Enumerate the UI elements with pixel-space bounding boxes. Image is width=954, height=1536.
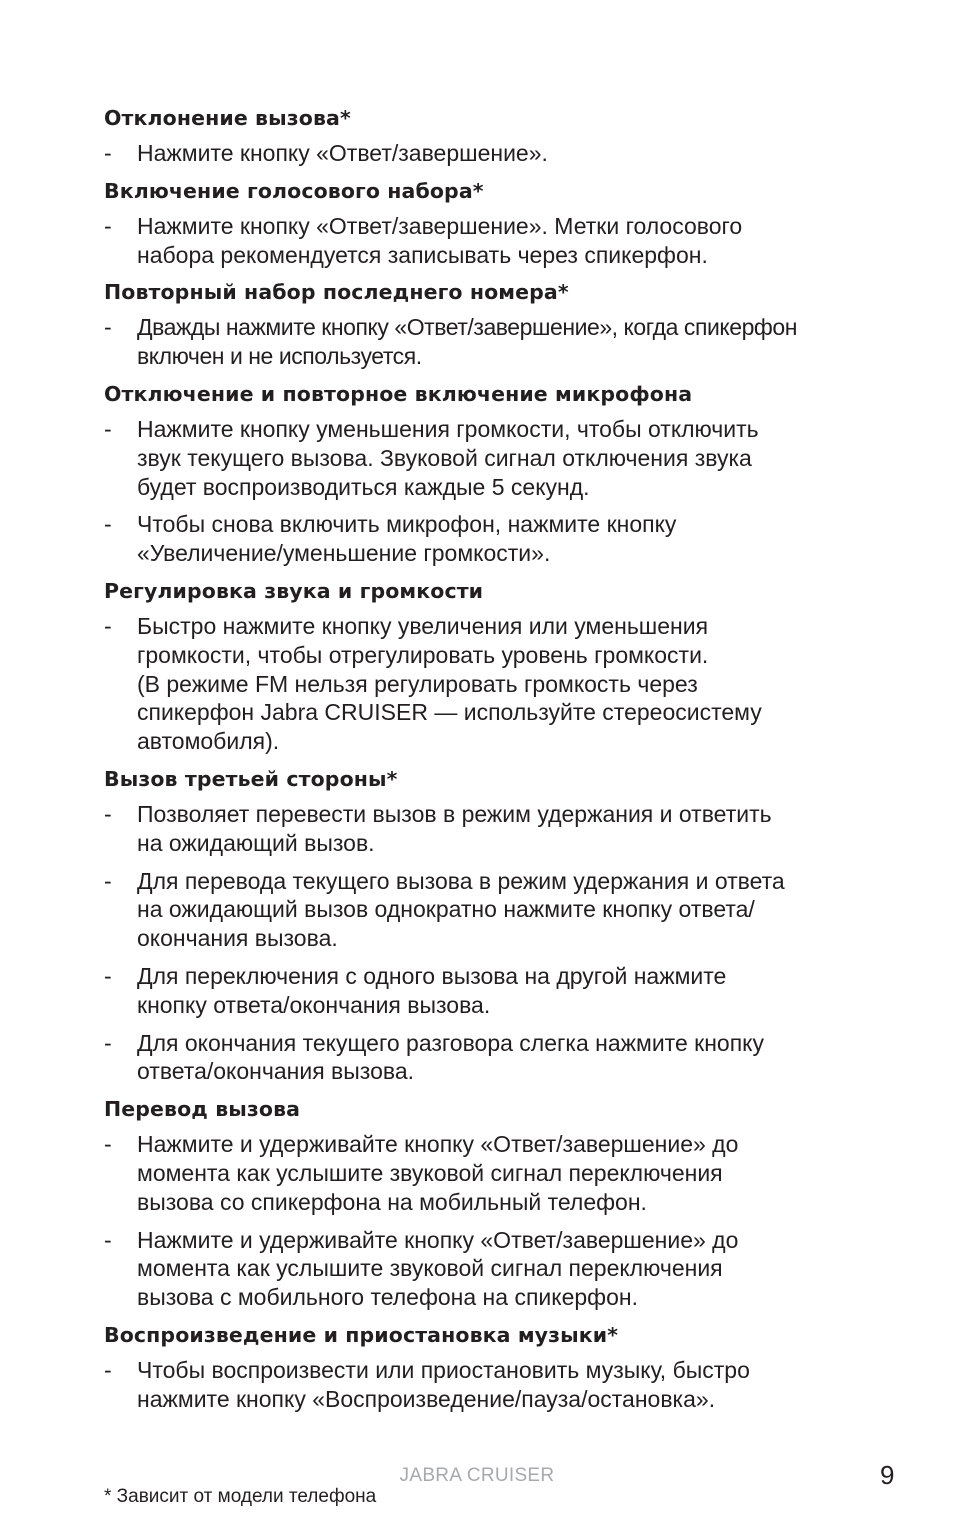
list-item [104, 212, 864, 270]
item-text-line: Для окончания текущего разговора слегка нажмите кнопку [137, 1029, 764, 1056]
item-text-line: ответа/окончания вызова. [137, 1058, 415, 1085]
item-text-line: спикерфон Jabra CRUISER — используйте стереосистему [137, 699, 762, 726]
section-title: Отключение и повторное включение микрофона [104, 381, 693, 406]
list-item [104, 1356, 864, 1414]
list-item [104, 612, 864, 756]
list-item [104, 1226, 864, 1312]
item-text-line: момента как услышите звуковой сигнал переключения [137, 1255, 723, 1282]
item-text-line: Нажмите и удерживайте кнопку «Ответ/завершение» до [137, 1131, 739, 1158]
bullet-dash: - [104, 212, 112, 239]
item-text-line: Нажмите кнопку «Ответ/завершение». [137, 140, 548, 166]
section-item-list [104, 1356, 864, 1414]
section-item-list [104, 612, 864, 756]
item-text-line: Нажмите и удерживайте кнопку «Ответ/завершение» до [137, 1226, 739, 1253]
item-text-line: Быстро нажмите кнопку увеличения или уменьшения [137, 612, 709, 639]
section-item-list [104, 800, 864, 1086]
bullet-dash: - [104, 140, 112, 166]
bullet-dash: - [104, 1029, 112, 1056]
item-text-line: Для переключения с одного вызова на другой нажмите [137, 962, 727, 989]
section-title: Воспроизведение и приостановка музыки* [104, 1322, 619, 1347]
item-text-line: Чтобы воспроизвести или приостановить музыку, быстро [137, 1356, 750, 1383]
item-text-line: на ожидающий вызов однократно нажмите кнопку ответа/ [137, 896, 755, 923]
bullet-dash: - [104, 800, 112, 827]
bullet-dash: - [104, 962, 112, 989]
bullet-dash: - [104, 511, 112, 538]
item-text-line: (В режиме FM нельзя регулировать громкость через [137, 670, 698, 697]
list-item [104, 313, 864, 371]
bullet-dash: - [104, 415, 112, 442]
bullet-dash: - [104, 1356, 112, 1383]
bullet-dash: - [104, 867, 112, 894]
item-text-line: «Увеличение/уменьшение громкости». [137, 540, 551, 567]
item-text-line: звук текущего вызова. Звуковой сигнал отключения звука [137, 444, 752, 471]
manual-page-content [104, 104, 864, 1423]
list-item [104, 867, 864, 953]
bullet-dash: - [104, 314, 112, 341]
bullet-dash: - [104, 612, 112, 639]
section-title: Вызов третьей стороны* [104, 766, 398, 791]
item-text-line: Для перевода текущего вызова в режим удержания и ответа [137, 867, 785, 894]
section-item-list [104, 1130, 864, 1312]
section-title: Отклонение вызова* [104, 106, 351, 130]
section-title: Регулировка звука и громкости [104, 578, 484, 603]
list-item [104, 962, 864, 1020]
section-item-list [104, 139, 864, 168]
section-item-list [104, 212, 864, 270]
item-text-line: нажмите кнопку «Воспроизведение/пауза/остановка». [137, 1385, 716, 1412]
section-title: Повторный набор последнего номера* [104, 280, 569, 305]
item-text-line: вызова с мобильного телефона на спикерфон. [137, 1284, 638, 1311]
item-text-line: набора рекомендуется записывать через спикерфон. [137, 241, 708, 268]
bullet-dash: - [104, 1226, 112, 1253]
item-text-line: включен и не используется. [137, 343, 422, 370]
list-item [104, 1130, 864, 1216]
footer-brand: JABRA CRUISER [399, 1465, 555, 1486]
item-text-line: Чтобы снова включить микрофон, нажмите кнопку [137, 511, 677, 538]
item-text-line: на ожидающий вызов. [137, 829, 375, 856]
page-number: 9 [880, 1460, 895, 1490]
item-text-line: Позволяет перевести вызов в режим удержания и ответить [137, 800, 772, 827]
item-text-line: Дважды нажмите кнопку «Ответ/завершение», когда спикерфон [137, 314, 797, 341]
list-item [104, 1029, 864, 1087]
list-item [104, 415, 864, 501]
item-text-line: момента как услышите звуковой сигнал переключения [137, 1159, 723, 1186]
section-title: Перевод вызова [104, 1097, 301, 1122]
bullet-dash: - [104, 1131, 112, 1158]
section-item-list [104, 415, 864, 568]
item-text-line: окончания вызова. [137, 925, 338, 952]
list-item [104, 139, 864, 168]
item-text-line: вызова со спикерфона на мобильный телефон. [137, 1188, 647, 1215]
item-text-line: Нажмите кнопку уменьшения громкости, чтобы отключить [137, 415, 759, 442]
item-text-line: кнопку ответа/окончания вызова. [137, 991, 491, 1018]
section-title: Включение голосового набора* [104, 178, 484, 203]
item-text-line: Нажмите кнопку «Ответ/завершение». Метки голосового [137, 212, 743, 239]
item-text-line: автомобиля). [137, 728, 280, 755]
footnote: * Зависит от модели телефона [104, 1486, 377, 1507]
item-text-line: громкости, чтобы отрегулировать уровень громкости. [137, 641, 709, 668]
item-text-line: будет воспроизводиться каждые 5 секунд. [137, 473, 590, 500]
list-item [104, 510, 864, 568]
section-item-list [104, 313, 864, 371]
list-item [104, 800, 864, 858]
